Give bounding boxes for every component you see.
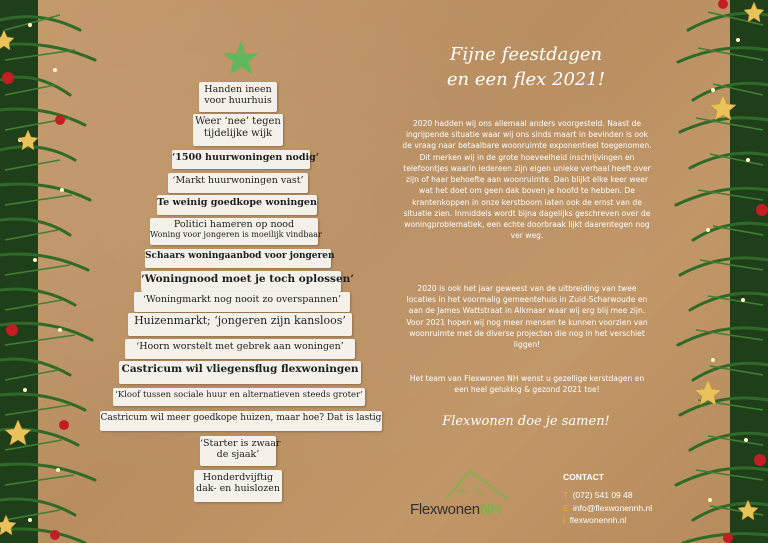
headline-clipping — [157, 195, 317, 215]
contact-web-label: I — [563, 515, 566, 526]
headline-clipping — [128, 313, 352, 336]
contact-email-link[interactable]: info@flexwonennh.nl — [573, 502, 653, 513]
contact-website-link[interactable]: flexwonennh.nl — [569, 515, 627, 526]
greeting-title — [400, 42, 652, 92]
tree-top-star-icon — [222, 40, 260, 76]
headline-line: ‘Woningmarkt nog nooit zo overspannen’ — [142, 294, 341, 305]
headline-line: dak- en huislozen — [196, 483, 280, 495]
headline-line: ‘Markt huurwoningen vast’ — [172, 175, 304, 186]
headline-clipping — [119, 361, 361, 384]
headline-line: Schaars woningaanbod voor jongeren — [145, 251, 335, 261]
headline-clipping — [100, 411, 382, 431]
headline-line: ‘Woningnood moet je toch oplossen’ — [141, 273, 354, 285]
headline-line: ‘Starter is zwaar — [200, 438, 281, 449]
headline-line: voor huurhuis — [204, 95, 272, 107]
headline-line: de sjaak’ — [216, 449, 260, 461]
headline-line: Honderdvijftig — [202, 472, 274, 483]
headline-clipping — [194, 470, 282, 502]
company-logo — [410, 501, 501, 518]
contact-heading: CONTACT — [563, 472, 604, 482]
headline-line: Handen ineen — [204, 84, 272, 95]
contact-block — [563, 471, 652, 527]
pine-garland-right — [668, 0, 768, 543]
logo-text-accent: NH — [479, 501, 501, 518]
headline-subline: Woning voor jongeren is moeilijk vindbaar — [150, 230, 322, 240]
greeting-paragraph-3: Het team van Flexwonen NH wenst u gezellige kerstdagen en een heel gelukkig & gezond 2021 toe! — [409, 374, 645, 395]
contact-email-row — [563, 502, 652, 515]
greeting-title-line: Fijne feestdagen — [449, 44, 603, 65]
headline-line: Huizenmarkt; ‘jongeren zijn kansloos’ — [134, 314, 346, 327]
contact-phone-row — [563, 489, 652, 502]
greeting-paragraph-1: 2020 hadden wij ons allemaal anders voorgesteld. Naast de ingrijpende situatie waar wij ons sinds maart in bevinden is ook de vraag naar betaalbare woonruimte exponentieel toegenomen. Dit merken wij in de grote hoeveelheid inschrijvingen en telefoontjes waarin iedereen zijn eigen unieke verhaal heeft over zijn of haar behoefte aan woonruimte. Dan blijkt elke keer weer wat het doet om geen dak boven je hoofd te hebben. De krantenkoppen in onze kerstboom laten ook de ernst van de situatie zien. Inmiddels wordt bijna dagelijks geschreven over de woningproblematiek, een echte doorbraak lijkt daarentegen nog ver weg. — [402, 119, 652, 241]
contact-web-row — [563, 514, 652, 527]
headline-line: ‘Hoorn worstelt met gebrek aan woningen’ — [136, 341, 344, 352]
headline-line: Te weinig goedkope woningen — [157, 197, 317, 208]
headline-clipping — [199, 82, 277, 112]
contact-phone[interactable]: (072) 541 09 48 — [572, 489, 633, 500]
headline-clipping — [200, 436, 281, 466]
contact-phone-label: T — [563, 489, 569, 500]
headline-line: Weer ‘nee’ tegen — [195, 116, 281, 127]
pine-garland-left — [0, 0, 100, 543]
headline-clipping — [150, 218, 322, 245]
headline-clipping — [172, 150, 320, 169]
contact-email-label: E — [563, 502, 569, 513]
headline-clipping — [141, 271, 354, 292]
headline-clipping — [113, 388, 365, 406]
headline-line: Politici hameren op nood — [173, 219, 295, 230]
greeting-paragraph-2: 2020 is ook het jaar geweest van de uitbreiding van twee locaties in het voormalig gemeentehuis in Zuid-Scharwoude en aan de James Wattstraat in Alkmaar waar wij erg blij mee zijn. Voor 2021 hopen wij nog meer mensen te kunnen voorzien van woonruimte met de diverse projecten die nog in het verschiet liggen! — [406, 284, 648, 350]
headline-clipping — [134, 292, 350, 312]
greeting-title-line: en een flex 2021! — [446, 69, 606, 91]
headline-line: Castricum wil vliegensflug flexwoningen — [121, 363, 359, 375]
headline-line: Castricum wil meer goedkope huizen, maar hoe? Dat is lastig — [100, 413, 382, 423]
headline-line: tijdelijke wijk — [203, 127, 273, 139]
headline-clipping — [168, 173, 308, 193]
headline-line: ‘1500 huurwoningen nodig’ — [172, 152, 320, 163]
headline-clipping — [125, 339, 355, 359]
headline-clipping — [145, 249, 335, 268]
logo-text-part: Flexwonen — [410, 501, 480, 518]
headline-line: ‘Kloof tussen sociale huur en alternatieven steeds groter’ — [115, 390, 363, 400]
slogan: Flexwonen doe je samen! — [442, 414, 610, 429]
headline-clipping — [193, 114, 283, 146]
